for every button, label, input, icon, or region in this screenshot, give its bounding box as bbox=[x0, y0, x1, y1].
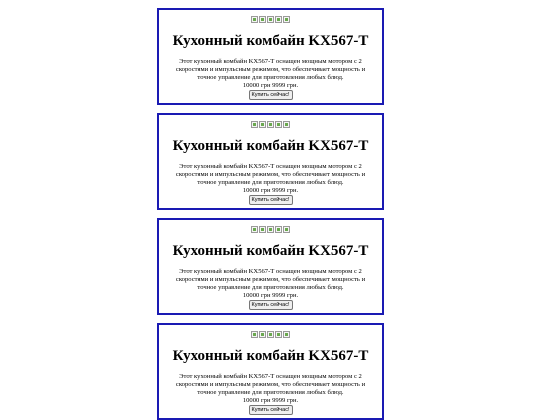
product-card bbox=[157, 323, 384, 420]
rating-images bbox=[159, 226, 382, 234]
buy-now-button[interactable]: Купить сейчас! bbox=[248, 195, 292, 205]
broken-image-icon bbox=[267, 16, 274, 23]
buy-now-button[interactable]: Купить сейчас! bbox=[248, 300, 292, 310]
product-price: 10000 грн 9999 грн. bbox=[242, 82, 299, 89]
product-card bbox=[157, 218, 384, 315]
product-description: Этот кухонный комбайн KX567-T оснащен мощным мотором с 2 скоростями и импульсным режимом, что обеспечивает мощность и точное управление для приготовления любых блюд. bbox=[175, 163, 366, 186]
product-title: Кухонный комбайн KX567-T bbox=[172, 348, 369, 364]
broken-image-icon bbox=[283, 331, 290, 338]
product-title: Кухонный комбайн KX567-T bbox=[172, 243, 369, 259]
broken-image-icon bbox=[283, 226, 290, 233]
rating-images bbox=[159, 16, 382, 24]
broken-image-icon bbox=[251, 16, 258, 23]
product-price: 10000 грн 9999 грн. bbox=[242, 187, 299, 194]
broken-image-icon bbox=[275, 16, 282, 23]
rating-images bbox=[159, 331, 382, 339]
broken-image-icon bbox=[275, 226, 282, 233]
broken-image-icon bbox=[259, 331, 266, 338]
broken-image-icon bbox=[283, 121, 290, 128]
broken-image-icon bbox=[251, 226, 258, 233]
broken-image-icon bbox=[267, 121, 274, 128]
product-card bbox=[157, 113, 384, 210]
broken-image-icon bbox=[275, 121, 282, 128]
product-description: Этот кухонный комбайн KX567-T оснащен мощным мотором с 2 скоростями и импульсным режимом, что обеспечивает мощность и точное управление для приготовления любых блюд. bbox=[175, 373, 366, 396]
broken-image-icon bbox=[267, 331, 274, 338]
broken-image-icon bbox=[283, 16, 290, 23]
rating-images bbox=[159, 121, 382, 129]
product-price: 10000 грн 9999 грн. bbox=[242, 397, 299, 404]
broken-image-icon bbox=[259, 16, 266, 23]
product-price: 10000 грн 9999 грн. bbox=[242, 292, 299, 299]
broken-image-icon bbox=[259, 226, 266, 233]
product-title: Кухонный комбайн KX567-T bbox=[172, 33, 369, 49]
broken-image-icon bbox=[251, 331, 258, 338]
product-card bbox=[157, 8, 384, 105]
buy-now-button[interactable]: Купить сейчас! bbox=[248, 405, 292, 415]
product-description: Этот кухонный комбайн KX567-T оснащен мощным мотором с 2 скоростями и импульсным режимом, что обеспечивает мощность и точное управление для приготовления любых блюд. bbox=[175, 268, 366, 291]
broken-image-icon bbox=[259, 121, 266, 128]
broken-image-icon bbox=[251, 121, 258, 128]
buy-now-button[interactable]: Купить сейчас! bbox=[248, 90, 292, 100]
product-description: Этот кухонный комбайн KX567-T оснащен мощным мотором с 2 скоростями и импульсным режимом, что обеспечивает мощность и точное управление для приготовления любых блюд. bbox=[175, 58, 366, 81]
broken-image-icon bbox=[275, 331, 282, 338]
product-title: Кухонный комбайн KX567-T bbox=[172, 138, 369, 154]
broken-image-icon bbox=[267, 226, 274, 233]
